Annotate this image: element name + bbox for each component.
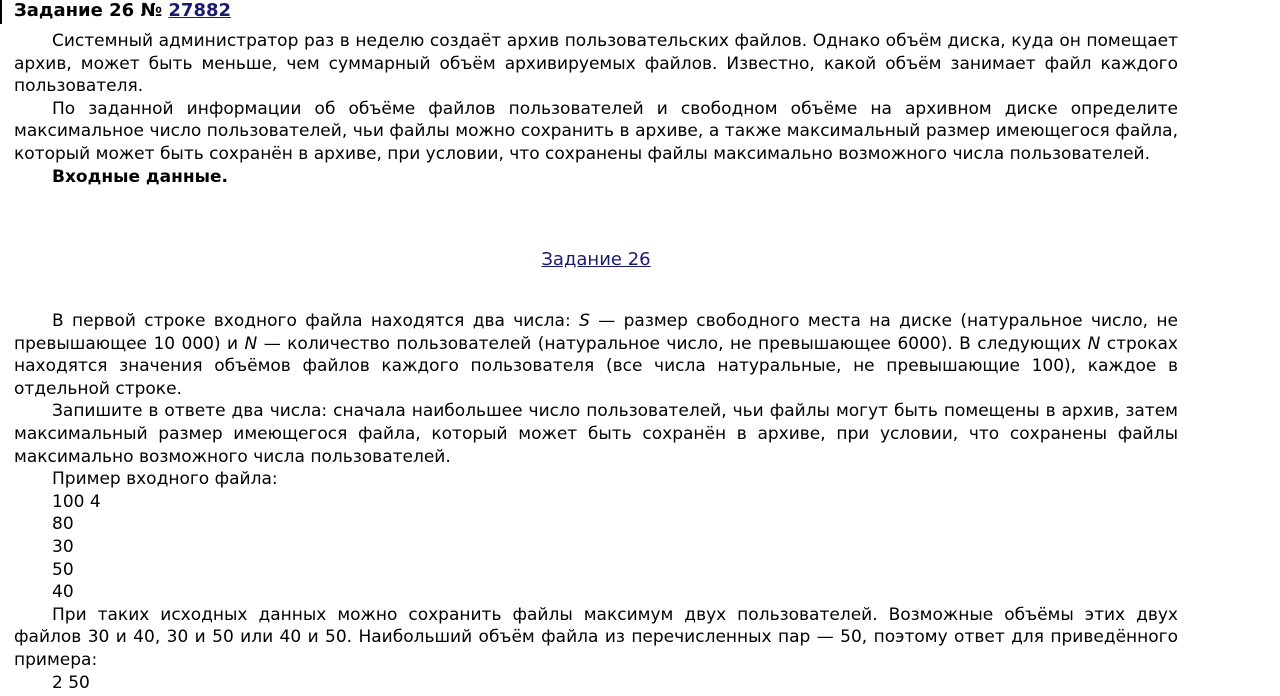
intro-text (14, 30, 1178, 188)
intro-paragraph-1: Системный администратор раз в неделю создаёт архив пользовательских файлов. Однако объём диска, куда он помещает архив, может быть меньше, чем суммарный объём архивируемых файлов. Известно, какой объём занимает файл каждого пользователя. (14, 31, 1178, 97)
example-line: 30 (52, 536, 74, 557)
p1-text-a: В первой строке входного файла находятся два числа: (52, 311, 580, 331)
details-paragraph-3: При таких исходных данных можно сохранить файлы максимум двух пользователей. Возможные объёмы этих двух файлов 30 и 40, 30 и 50 или 40 и 50. Наибольший объём файла из перечисленных пар — 50, поэтому ответ для приведённого примера: (14, 604, 1178, 670)
p1-text-d: строках находятся значения объёмов файлов каждого пользователя (все числа натуральные, не превышающие 100), каждое в отдельной строке. (14, 333, 1178, 399)
details-text (14, 310, 1178, 694)
left-rule (0, 0, 2, 24)
example-line: 100 4 (52, 491, 101, 512)
example-label: Пример входного файла: (52, 469, 278, 490)
file-download-link[interactable]: Задание 26 (541, 249, 651, 270)
details-paragraph-1 (14, 310, 1178, 400)
p1-text-c: — количество пользователей (натуральное число, не превышающее 6000). В следующих (257, 333, 1088, 354)
example-line: 40 (52, 582, 74, 603)
var-n: N (244, 333, 258, 354)
details-paragraph-2: Запишите в ответе два числа: сначала наибольшее число пользователей, чьи файлы могут быть помещены в архив, затем максимальный размер имеющегося файла, который может быть сохранён в архиве, при условии, что сохранены файлы максимально возможного числа пользователей. (14, 401, 1178, 467)
answer-line: 2 50 (52, 672, 90, 693)
task-title: Задание 26 № (14, 0, 163, 21)
file-link-container (0, 249, 1192, 271)
input-heading (14, 166, 1178, 189)
example-line: 50 (52, 559, 74, 580)
input-heading-text: Входные данные. (52, 166, 228, 187)
var-n-2: N (1087, 333, 1101, 354)
intro-paragraph-2: По заданной информации об объёме файлов пользователей и свободном объёме на архивном диске определите максимальное число пользователей, чьи файлы можно сохранить в архиве, а также максимальный размер имеющегося файла, который может быть сохранён в архиве, при условии, что сохранены файлы максимально возможного числа пользователей. (14, 98, 1178, 164)
task-number-link[interactable]: 27882 (168, 0, 232, 21)
p1-text-b: — размер свободного места на диске (натуральное число, не превышающее 10 000) и (14, 311, 1179, 354)
example-line: 80 (52, 514, 74, 535)
var-s: S (579, 311, 590, 331)
task-header (14, 0, 231, 22)
